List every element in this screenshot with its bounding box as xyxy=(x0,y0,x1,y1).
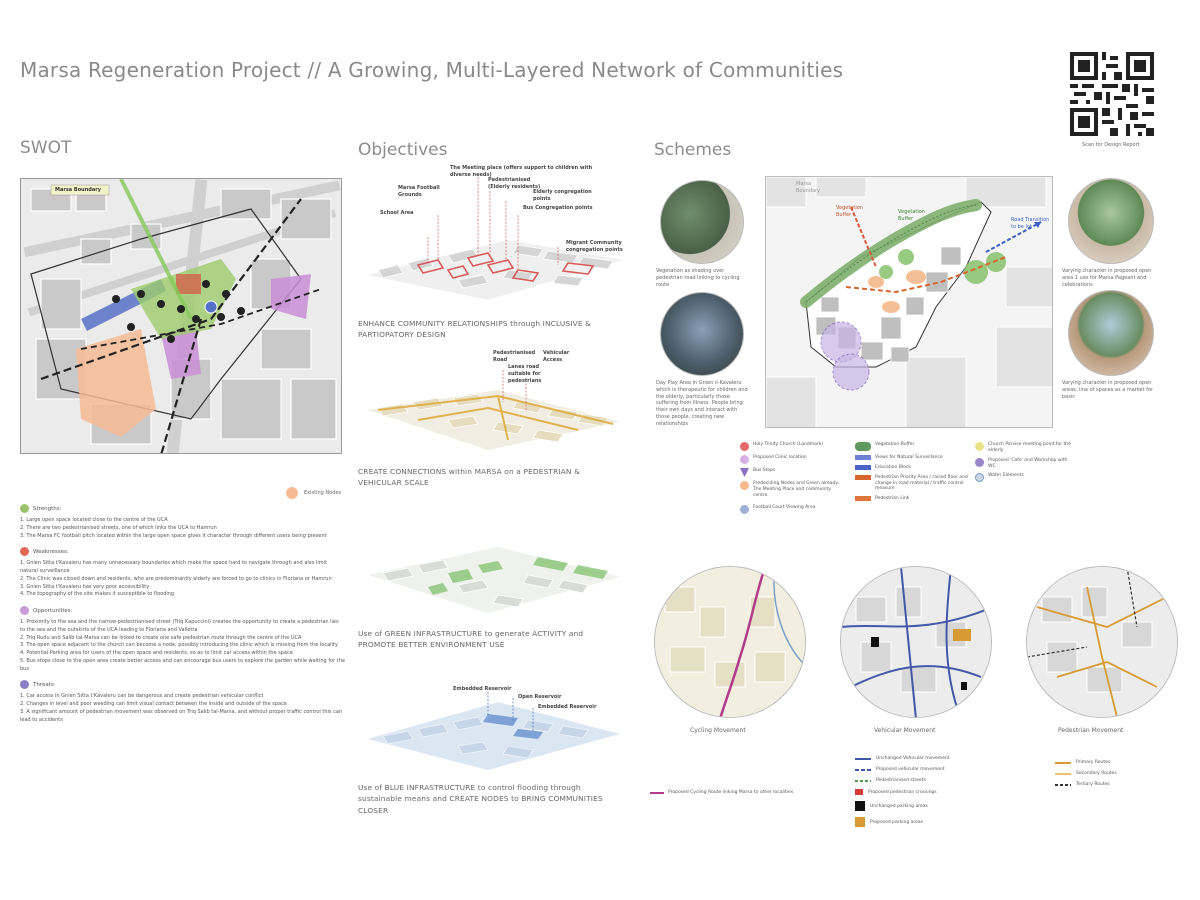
weaknesses-list: 1. Gnien Sitta t'Kavaleru has many unnecessary boundaries which make the space hard to navigate through and also limit natural surveillance 2. The Clinic was closed down and residents, who are predominantly elderly are forced to go to clinics in Floriana or Hamrun 3. Gnien Sitta t'Kavaleru has very poor accessibility 4. The topography of the site makes it susceptible to flooding xyxy=(20,560,332,598)
unchanged-parking-icon xyxy=(855,801,865,811)
legend-item: Bus Stops xyxy=(740,468,845,477)
scheme-photo-vegetation xyxy=(660,180,744,264)
vehicular-legend-item: Unchanged parking areas xyxy=(855,801,985,811)
qr-code[interactable] xyxy=(1070,52,1154,136)
scheme-legend-col2 xyxy=(855,442,970,506)
o1-label-migrant: Migrant Community congregation points xyxy=(566,240,623,253)
pedestrian-map-drawing xyxy=(1027,567,1178,718)
legend-swatch-icon xyxy=(740,505,749,514)
vehicular-legend-item: Proposed parking areas xyxy=(855,817,985,827)
scheme-caption-3: Varying character in proposed open area 1 use for Marsa Pageant and celebrations xyxy=(1062,268,1152,288)
objective-1-caption: ENHANCE COMMUNITY RELATIONSHIPS through INCLUSIVE & PARTIOPATORY DESIGN xyxy=(358,319,592,340)
existing-nodes-label: Existing Nodes xyxy=(304,490,342,496)
objective-2-drawing xyxy=(358,350,628,455)
qr-code-icon xyxy=(1070,52,1154,136)
legend-swatch-icon xyxy=(740,455,749,464)
views-arrow-icon xyxy=(855,455,871,460)
objective-4-axonometric xyxy=(358,684,628,774)
bus-stop-icon xyxy=(740,468,749,477)
scheme-photo-play-area xyxy=(660,292,744,376)
legend-item: Water Elements xyxy=(975,473,1075,482)
legend-item: Church Parvise meeting point for the elderly xyxy=(975,442,1075,454)
legend-swatch-icon xyxy=(975,458,984,467)
scheme-legend-col3 xyxy=(975,442,1075,486)
o4-label-open: Open Reservoir xyxy=(518,694,562,700)
objective-4-drawing xyxy=(358,684,628,774)
pedestrian-priority-icon xyxy=(855,475,871,480)
swot-text xyxy=(20,504,345,731)
legend-swatch-icon xyxy=(740,442,749,451)
vehicular-legend-item: Pedestrianised streets xyxy=(855,778,985,783)
scheme-label-vegetation-1: Vegetation Buffer xyxy=(836,205,863,218)
cycling-movement-map xyxy=(654,566,806,718)
pedestrian-movement-title: Pedestrian Movement xyxy=(1058,727,1124,734)
legend-swatch-icon xyxy=(740,481,749,490)
cycling-legend: Proposed Cycling Route linking Marsa to other localities xyxy=(650,790,793,795)
legend-item: Proposed 'Cafe' and Workshop with WC xyxy=(975,458,1075,470)
o2-label-pedestrianised: Pedestrianised Road xyxy=(493,350,536,363)
legend-swatch-icon xyxy=(975,442,984,451)
scheme-label-road: Road Transition to be lot xyxy=(1011,217,1050,230)
section-objectives-heading: Objectives xyxy=(358,140,448,160)
pedestrian-legend-item: Primary Routes xyxy=(1055,760,1165,765)
swot-site-map xyxy=(20,178,342,454)
cycling-map-drawing xyxy=(655,567,806,718)
objective-1-axonometric xyxy=(358,165,628,310)
strengths-list: 1. Large open space located close to the centre of the UCA 2. There are two pedestrianised streets, one of which links the UCA to Hamrun 3. The Marsa FC football pitch located within the large open space gives it character through different users being present xyxy=(20,517,327,539)
scheme-caption-1: Vegetation as shading over pedestrian road linking to cycling route xyxy=(656,268,740,288)
strengths-heading: Strengths: xyxy=(20,504,345,513)
vehicular-movement-title: Vehicular Movement xyxy=(874,727,936,734)
scheme-caption-2: Day Play Area in Gnien il-Kavaleru which is therapeutic for children and the elderly, particularly those suffering from illness. People bring their own days and interact with those people, creating new relationships xyxy=(656,380,748,427)
threats-heading: Threats: xyxy=(20,680,345,689)
legend-item: Vegetation Buffer xyxy=(855,442,970,451)
weaknesses-dot-icon xyxy=(20,547,29,556)
education-arrow-icon xyxy=(855,465,871,470)
o2-label-lanes: Lanes road suitable for pedestrians xyxy=(508,364,542,384)
legend-item: Predeciding Nodes and Green already, The Meeting Place and community centre xyxy=(740,481,845,499)
scheme-caption-4: Varying character in proposed open areas: line of spaces as a market for basic xyxy=(1062,380,1154,400)
scheme-label-boundary: Marsa Boundary xyxy=(796,181,821,194)
vehicular-legend-item: Unchanged Vehicular movement xyxy=(855,756,985,761)
objective-2-axonometric xyxy=(358,350,628,455)
o4-label-embedded-1: Embedded Reservoir xyxy=(453,686,512,692)
vehicular-legend-item: Proposed pedestrian crossings xyxy=(855,789,985,795)
objective-3-drawing xyxy=(358,535,628,620)
cycling-route-line-icon xyxy=(650,792,664,794)
legend-item: Proposed Clinic location xyxy=(740,455,845,464)
threats-list: 1. Car access in Gnien Sitta t'Kavaleru can be dangerous and create pedestrian vehicular conflict 2. Changes in level and poor weeding can limit visual contact between the inside and outside of the space 3. A significant amount of pedestrian movement was observed on Triq Salib tal-Marsa, and without proper traffic control this can lead to accidents xyxy=(20,693,343,723)
legend-swatch-icon xyxy=(855,442,871,451)
water-icon xyxy=(975,473,984,482)
objective-3-caption: Use of GREEN INFRASTRUCTURE to generate ACTIVITY and PROMOTE BETTER ENVIRONMENT USE xyxy=(358,629,584,650)
unchanged-vehicular-line-icon xyxy=(855,758,871,760)
section-swot-heading: SWOT xyxy=(20,138,72,158)
pedestrianised-streets-line-icon xyxy=(855,780,871,782)
proposed-vehicular-line-icon xyxy=(855,769,871,771)
o1-label-meeting-place: The Meeting place (offers support to children with diverse needs) xyxy=(450,165,593,178)
threats-dot-icon xyxy=(20,680,29,689)
poster-title: Marsa Regeneration Project // A Growing, Multi-Layered Network of Communities xyxy=(20,58,844,82)
vehicular-movement-map xyxy=(840,566,992,718)
strengths-dot-icon xyxy=(20,504,29,513)
pedestrian-crossing-icon xyxy=(855,789,863,795)
pedestrian-movement-map xyxy=(1026,566,1178,718)
scheme-master-plan xyxy=(765,176,1053,428)
tertiary-route-line-icon xyxy=(1055,784,1071,786)
proposed-parking-icon xyxy=(855,817,865,827)
section-schemes-heading: Schemes xyxy=(654,140,732,160)
vehicular-legend-item: Proposed vehicular movement xyxy=(855,767,985,772)
o1-label-football: Marsa Football Grounds xyxy=(398,185,440,198)
pedestrian-legend-item: Tertiary Routes xyxy=(1055,782,1165,787)
o1-label-school: School Area xyxy=(380,210,414,216)
legend-item: Pedestrian Priority Area / raised floor and change in road material / traffic control measure xyxy=(855,475,970,493)
legend-item: Pedestrian Link xyxy=(855,496,970,502)
opportunities-dot-icon xyxy=(20,606,29,615)
pedestrian-link-icon xyxy=(855,496,871,501)
cycling-movement-title: Cycling Movement xyxy=(690,727,746,734)
opportunities-list: 1. Proximity to the sea and the narrow pedestrianised street (Triq Kapuccini) creates the opportunity to create a pedestrian lies to the sea and the outskirts of the UCA leading to Floriana and Valletta 2. Triq Rudu and Salib tal-Marsa can be linked to create one safe pedestrian route through the centre of the UCA 3. The open space adjacent to the church can become a node, possibly introducing the clinic which is missing from the locality. 4. Potential Parking area for users of the open space and residents, so as to limit car access within the space 5. Bus stops close to the open area create better access and can encourage bus users to explore the garden while waiting for the bus xyxy=(20,619,345,672)
opportunities-heading: Opportunities: xyxy=(20,606,345,615)
objective-2-caption: CREATE CONNECTIONS within MARSA on a PEDESTRIAN & VEHICULAR SCALE xyxy=(358,467,580,488)
pedestrian-legend-item: Secondary Routes xyxy=(1055,771,1165,776)
qr-caption: Scan for Design Report xyxy=(1082,142,1140,148)
secondary-route-line-icon xyxy=(1055,773,1071,775)
vehicular-legend xyxy=(855,756,985,833)
scheme-photo-open-area-2 xyxy=(1068,290,1154,376)
objective-4-caption: Use of BLUE INFRASTRUCTURE to control flooding through sustainable means and CREATE NODES to BRING COMMUNITIES CLOSER xyxy=(358,783,603,815)
o4-label-embedded-2: Embedded Reservoir xyxy=(538,704,597,710)
pedestrian-legend xyxy=(1055,760,1165,793)
o1-label-pedestrianised: Pedestrianised (Elderly residents) xyxy=(488,177,541,190)
existing-nodes-swatch xyxy=(286,487,298,499)
legend-item: Views for Natural Surveillance xyxy=(855,455,970,461)
objective-3-axonometric xyxy=(358,535,628,620)
scheme-photo-open-area-1 xyxy=(1068,178,1154,264)
scheme-label-vegetation-2: Vegetation Buffer xyxy=(898,209,925,222)
legend-item: Football Court Viewing Area xyxy=(740,505,845,514)
legend-item: Holy Trinity Church (Landmark) xyxy=(740,442,845,451)
o2-label-vehicular: Vehicular Access xyxy=(543,350,570,363)
o1-label-bus: Bus Congregation points xyxy=(523,205,593,211)
vehicular-map-drawing xyxy=(841,567,992,718)
swot-map-label: Marsa Boundary xyxy=(55,187,101,193)
o1-label-elderly: Elderly congregation points xyxy=(533,189,592,202)
scheme-legend-col1 xyxy=(740,442,845,518)
primary-route-line-icon xyxy=(1055,762,1071,764)
weaknesses-heading: Weaknesses: xyxy=(20,547,345,556)
legend-item: Education Block xyxy=(855,465,970,471)
swot-map-drawing xyxy=(21,179,342,454)
